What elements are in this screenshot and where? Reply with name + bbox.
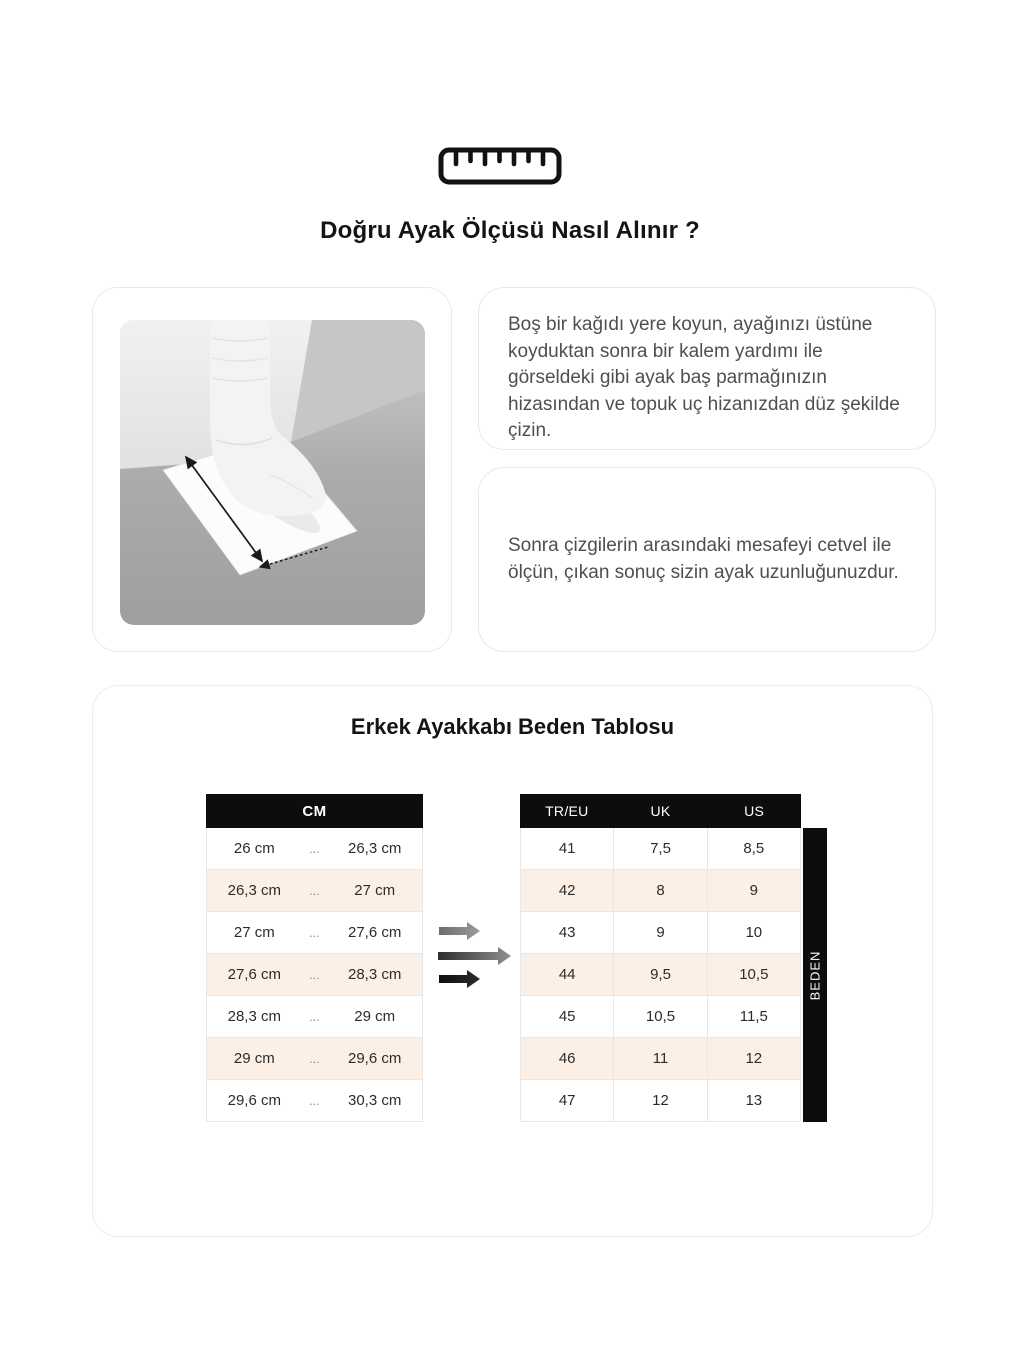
cm-range-from: 29,6 cm bbox=[227, 1092, 281, 1109]
size-value: 47 bbox=[558, 1092, 576, 1109]
size-value: 12 bbox=[613, 1080, 706, 1121]
size-value: 45 bbox=[558, 1008, 576, 1025]
instruction-card-2 bbox=[478, 467, 936, 652]
range-separator: ... bbox=[309, 841, 320, 856]
cm-table-row bbox=[206, 1038, 423, 1080]
instruction-step-1: Boş bir kağıdı yere koyun, ayağınızı üstüne koyduktan sonra bir kalem yardımı ile görseldeki gibi ayak baş parmağınızın hizasından ve topuk uç hizanızdan düz şekilde çizin. bbox=[508, 314, 900, 441]
size-table bbox=[520, 794, 801, 1122]
size-chart-card bbox=[92, 685, 933, 1237]
size-value: 9 bbox=[613, 912, 706, 953]
size-value: 8,5 bbox=[707, 828, 800, 869]
size-value: 13 bbox=[707, 1080, 800, 1121]
size-value: 44 bbox=[558, 966, 576, 983]
size-value: 7,5 bbox=[613, 828, 706, 869]
size-value: 10,5 bbox=[613, 996, 706, 1037]
size-table-row bbox=[520, 1038, 801, 1080]
conversion-arrows-icon bbox=[436, 918, 512, 990]
size-table-row bbox=[520, 912, 801, 954]
ruler-icon bbox=[438, 147, 562, 185]
cm-table-row bbox=[206, 828, 423, 870]
cm-range-to: 29 cm bbox=[354, 1008, 396, 1025]
size-value: 41 bbox=[558, 840, 576, 857]
size-value: 43 bbox=[558, 924, 576, 941]
cm-range-from: 27 cm bbox=[233, 924, 275, 941]
range-separator: ... bbox=[309, 967, 320, 982]
size-value: 42 bbox=[558, 882, 576, 899]
cm-range-to: 26,3 cm bbox=[348, 840, 402, 857]
size-value: 8 bbox=[613, 870, 706, 911]
range-separator: ... bbox=[309, 883, 320, 898]
range-separator: ... bbox=[309, 925, 320, 940]
cm-table-row bbox=[206, 954, 423, 996]
size-col-header-treu: TR/EU bbox=[545, 803, 589, 819]
cm-range-from: 27,6 cm bbox=[227, 966, 281, 983]
size-value: 10,5 bbox=[707, 954, 800, 995]
size-value: 9 bbox=[707, 870, 800, 911]
instruction-step-2: Sonra çizgilerin arasındaki mesafeyi cetvel ile ölçün, çıkan sonuç sizin ayak uzunluğunuzdur. bbox=[508, 535, 899, 583]
cm-range-to: 27,6 cm bbox=[348, 924, 402, 941]
cm-header-label: CM bbox=[302, 802, 327, 820]
range-separator: ... bbox=[309, 1051, 320, 1066]
cm-table-row bbox=[206, 912, 423, 954]
cm-range-from: 26 cm bbox=[233, 840, 275, 857]
size-value: 12 bbox=[707, 1038, 800, 1079]
arrow-right-icon bbox=[439, 970, 480, 988]
size-value: 9,5 bbox=[613, 954, 706, 995]
measurement-photo-card bbox=[92, 287, 452, 652]
size-value: 46 bbox=[558, 1050, 576, 1067]
size-chart-title: Erkek Ayakkabı Beden Tablosu bbox=[350, 714, 675, 739]
range-separator: ... bbox=[309, 1009, 320, 1024]
arrow-right-icon bbox=[439, 922, 480, 940]
size-table-row bbox=[520, 828, 801, 870]
instruction-card-1 bbox=[478, 287, 936, 450]
cm-range-from: 26,3 cm bbox=[227, 882, 281, 899]
cm-range-from: 28,3 cm bbox=[227, 1008, 281, 1025]
beden-side-label: BEDEN bbox=[803, 828, 827, 1122]
cm-range-to: 29,6 cm bbox=[348, 1050, 402, 1067]
arrow-right-icon bbox=[438, 947, 511, 965]
page-title: Doğru Ayak Ölçüsü Nasıl Alınır ? bbox=[320, 217, 700, 244]
cm-table-row bbox=[206, 870, 423, 912]
range-separator: ... bbox=[309, 1093, 320, 1108]
cm-table-header bbox=[206, 794, 423, 828]
size-value: 10 bbox=[707, 912, 800, 953]
cm-table-body bbox=[206, 828, 423, 1122]
cm-range-to: 27 cm bbox=[354, 882, 396, 899]
foot-measurement-photo bbox=[120, 320, 425, 625]
size-value: 11,5 bbox=[707, 996, 800, 1037]
size-value: 11 bbox=[613, 1038, 706, 1079]
size-col-header-us: US bbox=[744, 803, 765, 819]
cm-range-to: 30,3 cm bbox=[348, 1092, 402, 1109]
size-col-header-uk: UK bbox=[650, 803, 671, 819]
size-table-row bbox=[520, 996, 801, 1038]
cm-table-row bbox=[206, 996, 423, 1038]
size-table-header bbox=[520, 794, 801, 828]
size-table-body bbox=[520, 828, 801, 1122]
size-table-row bbox=[520, 870, 801, 912]
cm-table-row bbox=[206, 1080, 423, 1122]
cm-table bbox=[206, 794, 423, 1122]
size-table-row bbox=[520, 1080, 801, 1122]
size-table-row bbox=[520, 954, 801, 996]
cm-range-from: 29 cm bbox=[233, 1050, 275, 1067]
cm-range-to: 28,3 cm bbox=[348, 966, 402, 983]
